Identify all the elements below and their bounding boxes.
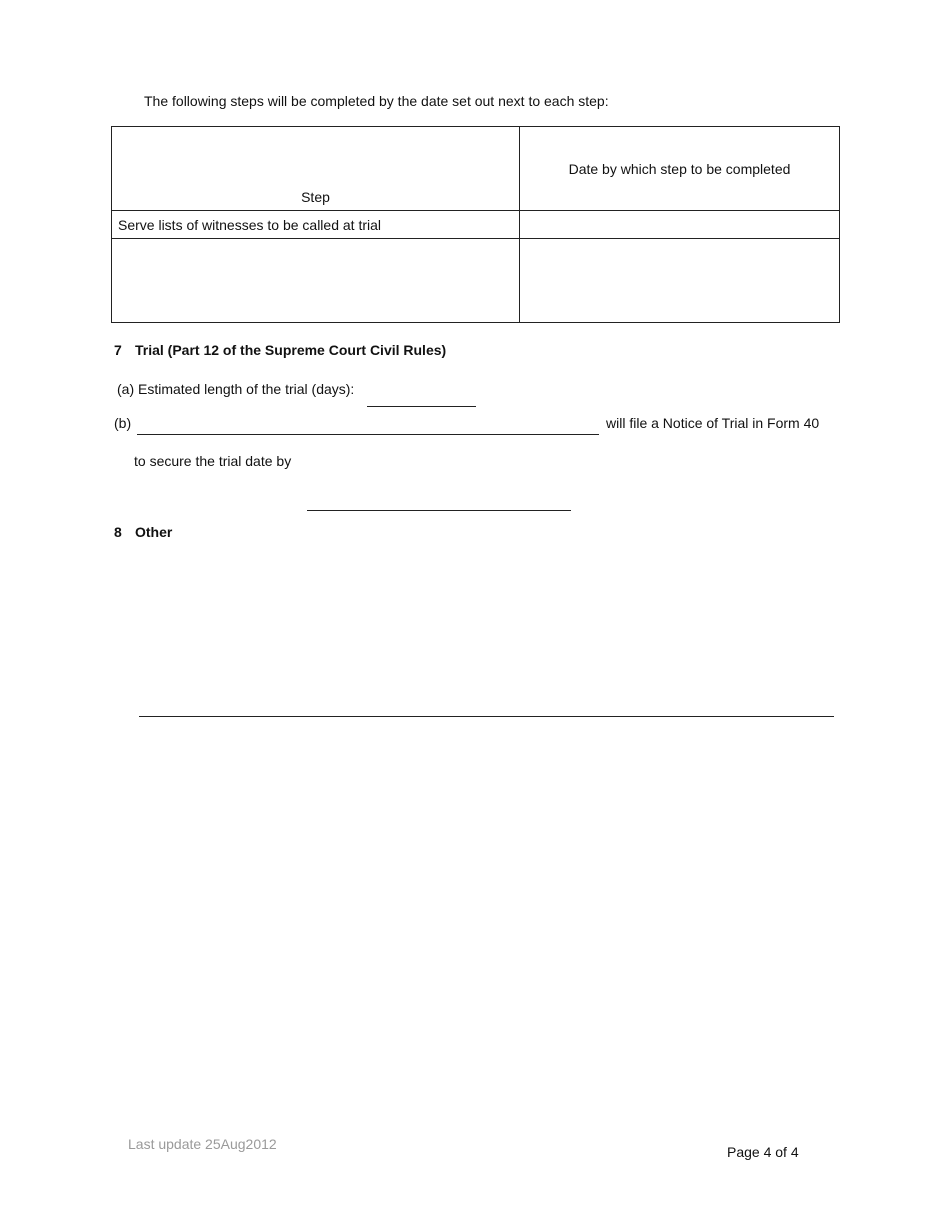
section-8-number: 8: [114, 524, 122, 540]
table-row: [112, 211, 840, 239]
section-8-title: Other: [135, 524, 173, 540]
column-header-date: Date by which step to be completed: [520, 127, 840, 211]
trial-date-field[interactable]: [307, 510, 571, 511]
trial-length-field[interactable]: [367, 406, 476, 407]
table-row: [112, 239, 840, 323]
date-cell[interactable]: [520, 211, 840, 239]
other-field[interactable]: [139, 716, 834, 717]
last-update-text: Last update 25Aug2012: [128, 1136, 277, 1152]
column-header-step: Step: [112, 127, 520, 211]
item-b-label: (b): [114, 415, 132, 431]
step-cell[interactable]: Serve lists of witnesses to be called at trial: [112, 211, 520, 239]
secure-trial-date-label: to secure the trial date by: [134, 453, 292, 469]
date-cell[interactable]: [520, 239, 840, 323]
section-8-heading: [114, 524, 172, 540]
trial-length-label: (a) Estimated length of the trial (days):: [117, 381, 355, 397]
notice-party-field[interactable]: [137, 434, 599, 435]
section-7-heading: [114, 342, 446, 358]
steps-table: [111, 126, 840, 323]
intro-text: The following steps will be completed by the date set out next to each step:: [144, 93, 609, 109]
section-7-title: Trial (Part 12 of the Supreme Court Civil Rules): [135, 342, 447, 358]
page-number: Page 4 of 4: [727, 1144, 799, 1160]
section-7-number: 7: [114, 342, 122, 358]
notice-of-trial-text: will file a Notice of Trial in Form 40: [606, 415, 820, 431]
table-header-row: [112, 127, 840, 211]
step-cell[interactable]: [112, 239, 520, 323]
